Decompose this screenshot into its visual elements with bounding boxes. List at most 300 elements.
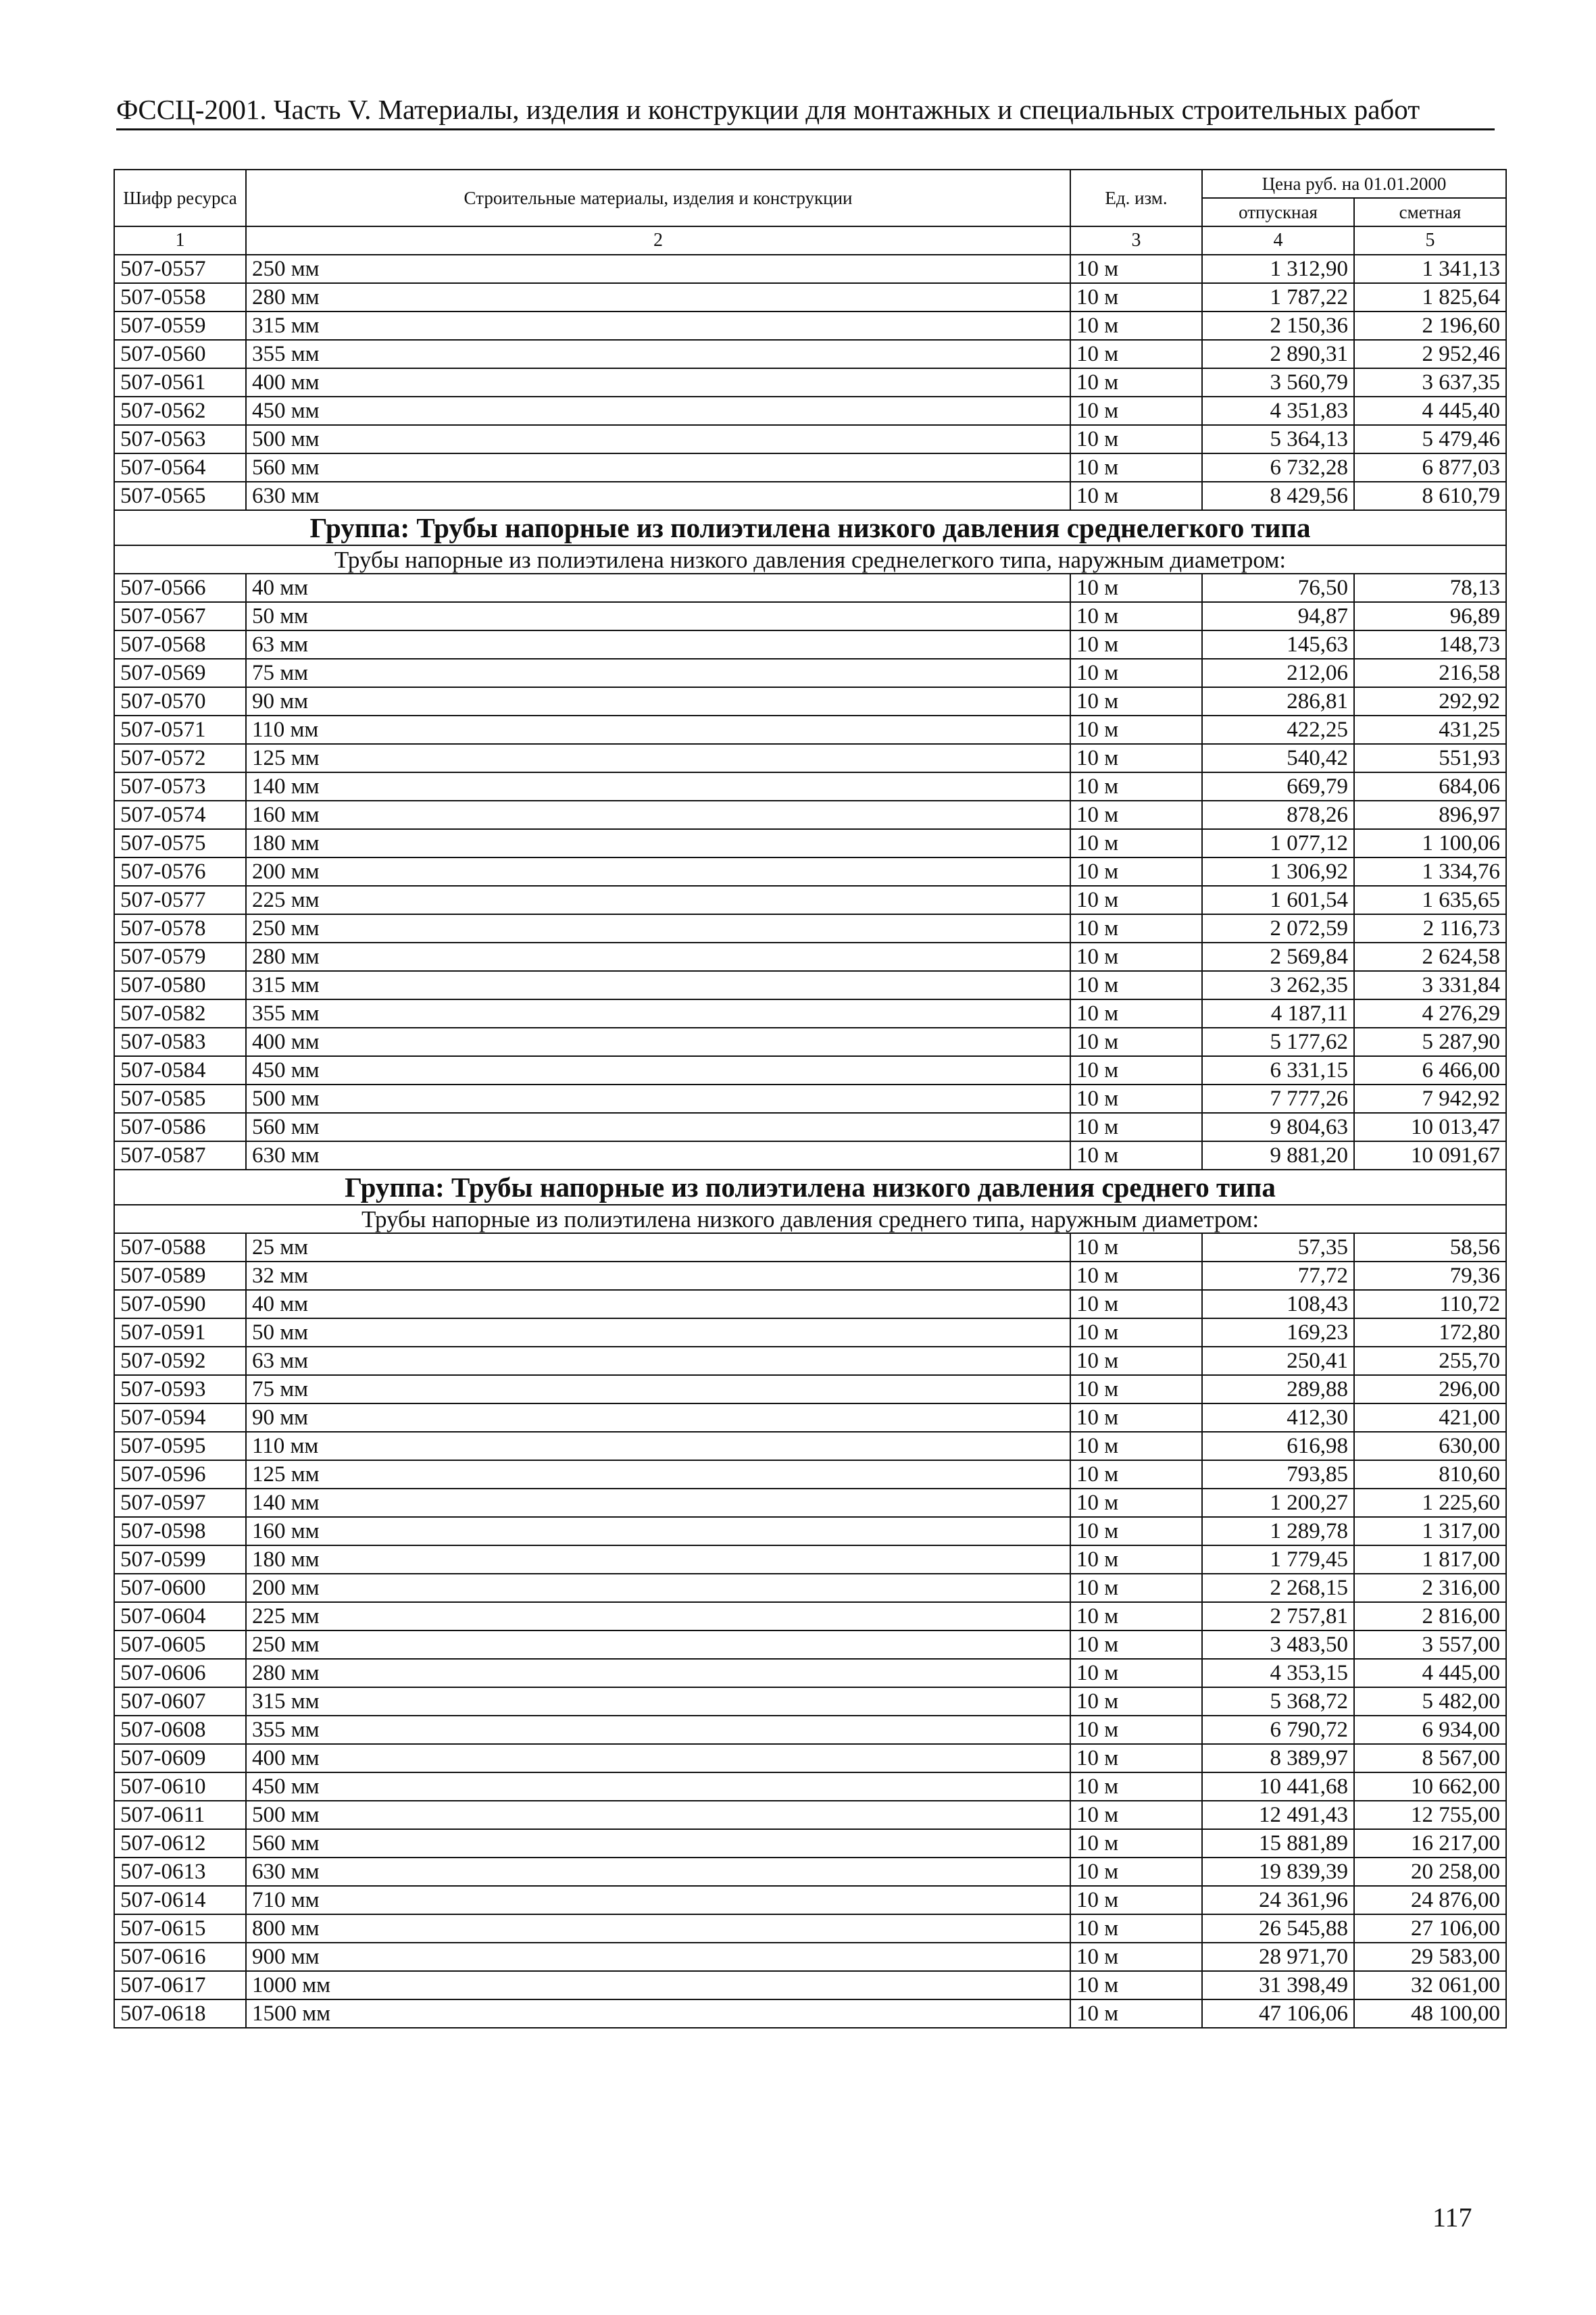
table-row — [114, 1347, 1506, 1375]
material-name: 225 мм — [246, 886, 1070, 914]
unit: 10 м — [1070, 1829, 1202, 1858]
unit: 10 м — [1070, 1744, 1202, 1772]
resource-code: 507-0583 — [114, 1028, 246, 1056]
header-rule — [116, 128, 1495, 130]
price-estimate: 1 100,06 — [1354, 829, 1506, 857]
table-row — [114, 425, 1506, 453]
price-estimate: 5 287,90 — [1354, 1028, 1506, 1056]
table-row — [114, 687, 1506, 716]
unit: 10 м — [1070, 1772, 1202, 1801]
resource-code: 507-0580 — [114, 971, 246, 999]
table-row — [114, 1574, 1506, 1602]
price-release: 9 881,20 — [1202, 1141, 1354, 1170]
price-estimate: 6 877,03 — [1354, 453, 1506, 482]
unit: 10 м — [1070, 1056, 1202, 1085]
resource-code: 507-0563 — [114, 425, 246, 453]
table-row — [114, 1971, 1506, 1999]
resource-code: 507-0615 — [114, 1914, 246, 1943]
material-name: 250 мм — [246, 255, 1070, 283]
table-row — [114, 574, 1506, 602]
price-release: 2 569,84 — [1202, 943, 1354, 971]
unit: 10 м — [1070, 1085, 1202, 1113]
material-name: 630 мм — [246, 1141, 1070, 1170]
price-release: 3 483,50 — [1202, 1631, 1354, 1659]
resource-code: 507-0587 — [114, 1141, 246, 1170]
price-release: 412,30 — [1202, 1403, 1354, 1432]
price-release: 540,42 — [1202, 744, 1354, 772]
table-row — [114, 857, 1506, 886]
resource-code: 507-0565 — [114, 482, 246, 510]
price-estimate: 2 196,60 — [1354, 312, 1506, 340]
group2-heading — [114, 1170, 1506, 1233]
unit: 10 м — [1070, 453, 1202, 482]
price-release: 57,35 — [1202, 1233, 1354, 1262]
unit: 10 м — [1070, 1716, 1202, 1744]
price-release: 3 560,79 — [1202, 368, 1354, 397]
material-name: 500 мм — [246, 1801, 1070, 1829]
price-estimate: 1 635,65 — [1354, 886, 1506, 914]
table-row — [114, 482, 1506, 510]
unit: 10 м — [1070, 1999, 1202, 2028]
price-estimate: 4 276,29 — [1354, 999, 1506, 1028]
unit: 10 м — [1070, 1943, 1202, 1971]
material-name: 75 мм — [246, 1375, 1070, 1403]
material-name: 63 мм — [246, 630, 1070, 659]
price-estimate: 296,00 — [1354, 1375, 1506, 1403]
resource-code: 507-0597 — [114, 1489, 246, 1517]
price-estimate: 1 341,13 — [1354, 255, 1506, 283]
table-row — [114, 283, 1506, 312]
price-estimate: 10 091,67 — [1354, 1141, 1506, 1170]
table-row — [114, 1113, 1506, 1141]
price-estimate: 10 662,00 — [1354, 1772, 1506, 1801]
resource-code: 507-0609 — [114, 1744, 246, 1772]
price-estimate: 255,70 — [1354, 1347, 1506, 1375]
price-estimate: 551,93 — [1354, 744, 1506, 772]
resource-code: 507-0571 — [114, 716, 246, 744]
table-row — [114, 716, 1506, 744]
material-name: 900 мм — [246, 1943, 1070, 1971]
price-table — [114, 169, 1507, 2028]
resource-code: 507-0589 — [114, 1262, 246, 1290]
table-row — [114, 971, 1506, 999]
unit: 10 м — [1070, 687, 1202, 716]
resource-code: 507-0598 — [114, 1517, 246, 1545]
resource-code: 507-0568 — [114, 630, 246, 659]
resource-code: 507-0576 — [114, 857, 246, 886]
material-name: 180 мм — [246, 1545, 1070, 1574]
price-release: 31 398,49 — [1202, 1971, 1354, 1999]
material-name: 560 мм — [246, 1829, 1070, 1858]
material-name: 1500 мм — [246, 1999, 1070, 2028]
resource-code: 507-0592 — [114, 1347, 246, 1375]
table-row — [114, 1233, 1506, 1262]
resource-code: 507-0578 — [114, 914, 246, 943]
material-name: 315 мм — [246, 971, 1070, 999]
column-number: 5 — [1354, 226, 1506, 255]
resource-code: 507-0613 — [114, 1858, 246, 1886]
unit: 10 м — [1070, 283, 1202, 312]
table-row — [114, 1716, 1506, 1744]
unit: 10 м — [1070, 1886, 1202, 1914]
price-release: 7 777,26 — [1202, 1085, 1354, 1113]
price-release: 2 072,59 — [1202, 914, 1354, 943]
rows-group1 — [114, 574, 1506, 1170]
table-row — [114, 602, 1506, 630]
price-estimate: 6 466,00 — [1354, 1056, 1506, 1085]
unit: 10 м — [1070, 1347, 1202, 1375]
resource-code: 507-0557 — [114, 255, 246, 283]
resource-code: 507-0572 — [114, 744, 246, 772]
resource-code: 507-0575 — [114, 829, 246, 857]
header-price-release: отпускная — [1202, 198, 1354, 226]
material-name: 200 мм — [246, 857, 1070, 886]
material-name: 125 мм — [246, 1460, 1070, 1489]
material-name: 90 мм — [246, 1403, 1070, 1432]
table-row — [114, 1801, 1506, 1829]
table-row — [114, 1631, 1506, 1659]
material-name: 500 мм — [246, 1085, 1070, 1113]
price-release: 10 441,68 — [1202, 1772, 1354, 1801]
material-name: 280 мм — [246, 283, 1070, 312]
price-release: 1 306,92 — [1202, 857, 1354, 886]
unit: 10 м — [1070, 772, 1202, 801]
unit: 10 м — [1070, 1141, 1202, 1170]
resource-code: 507-0559 — [114, 312, 246, 340]
price-estimate: 896,97 — [1354, 801, 1506, 829]
unit: 10 м — [1070, 368, 1202, 397]
unit: 10 м — [1070, 1517, 1202, 1545]
price-release: 1 200,27 — [1202, 1489, 1354, 1517]
table-row — [114, 829, 1506, 857]
table-row — [114, 1858, 1506, 1886]
price-release: 6 790,72 — [1202, 1716, 1354, 1744]
material-name: 315 мм — [246, 1687, 1070, 1716]
price-estimate: 8 610,79 — [1354, 482, 1506, 510]
material-name: 140 мм — [246, 772, 1070, 801]
unit: 10 м — [1070, 482, 1202, 510]
price-estimate: 421,00 — [1354, 1403, 1506, 1432]
resource-code: 507-0600 — [114, 1574, 246, 1602]
price-estimate: 1 817,00 — [1354, 1545, 1506, 1574]
table-row — [114, 1914, 1506, 1943]
resource-code: 507-0593 — [114, 1375, 246, 1403]
price-estimate: 684,06 — [1354, 772, 1506, 801]
resource-code: 507-0582 — [114, 999, 246, 1028]
table-row — [114, 1085, 1506, 1113]
resource-code: 507-0573 — [114, 772, 246, 801]
unit: 10 м — [1070, 829, 1202, 857]
unit: 10 м — [1070, 659, 1202, 687]
price-estimate: 48 100,00 — [1354, 1999, 1506, 2028]
price-release: 28 971,70 — [1202, 1943, 1354, 1971]
resource-code: 507-0585 — [114, 1085, 246, 1113]
resource-code: 507-0561 — [114, 368, 246, 397]
material-name: 110 мм — [246, 1432, 1070, 1460]
group-subtitle: Трубы напорные из полиэтилена низкого давления среднего типа, наружным диаметром: — [114, 1205, 1506, 1233]
table-row — [114, 1375, 1506, 1403]
price-release: 1 779,45 — [1202, 1545, 1354, 1574]
price-estimate: 431,25 — [1354, 716, 1506, 744]
table-row — [114, 1602, 1506, 1631]
table-row — [114, 1999, 1506, 2028]
price-estimate: 16 217,00 — [1354, 1829, 1506, 1858]
rows-top — [114, 255, 1506, 510]
price-release: 15 881,89 — [1202, 1829, 1354, 1858]
table-row — [114, 368, 1506, 397]
price-estimate: 292,92 — [1354, 687, 1506, 716]
price-release: 1 289,78 — [1202, 1517, 1354, 1545]
unit: 10 м — [1070, 1028, 1202, 1056]
price-estimate: 8 567,00 — [1354, 1744, 1506, 1772]
resource-code: 507-0591 — [114, 1318, 246, 1347]
resource-code: 507-0614 — [114, 1886, 246, 1914]
unit: 10 м — [1070, 1432, 1202, 1460]
price-release: 47 106,06 — [1202, 1999, 1354, 2028]
resource-code: 507-0588 — [114, 1233, 246, 1262]
material-name: 280 мм — [246, 1659, 1070, 1687]
column-number-row — [114, 226, 1506, 255]
table-row — [114, 914, 1506, 943]
unit: 10 м — [1070, 886, 1202, 914]
unit: 10 м — [1070, 630, 1202, 659]
resource-code: 507-0617 — [114, 1971, 246, 1999]
resource-code: 507-0558 — [114, 283, 246, 312]
resource-code: 507-0599 — [114, 1545, 246, 1574]
unit: 10 м — [1070, 1403, 1202, 1432]
unit: 10 м — [1070, 1602, 1202, 1631]
price-estimate: 2 816,00 — [1354, 1602, 1506, 1631]
material-name: 140 мм — [246, 1489, 1070, 1517]
resource-code: 507-0560 — [114, 340, 246, 368]
material-name: 355 мм — [246, 1716, 1070, 1744]
price-release: 24 361,96 — [1202, 1886, 1354, 1914]
resource-code: 507-0611 — [114, 1801, 246, 1829]
material-name: 560 мм — [246, 453, 1070, 482]
unit: 10 м — [1070, 744, 1202, 772]
unit: 10 м — [1070, 914, 1202, 943]
price-release: 616,98 — [1202, 1432, 1354, 1460]
price-release: 76,50 — [1202, 574, 1354, 602]
price-release: 2 150,36 — [1202, 312, 1354, 340]
column-number: 2 — [246, 226, 1070, 255]
price-release: 212,06 — [1202, 659, 1354, 687]
price-release: 8 429,56 — [1202, 482, 1354, 510]
table-row — [114, 801, 1506, 829]
price-release: 669,79 — [1202, 772, 1354, 801]
resource-code: 507-0590 — [114, 1290, 246, 1318]
column-number: 1 — [114, 226, 246, 255]
material-name: 315 мм — [246, 312, 1070, 340]
price-estimate: 172,80 — [1354, 1318, 1506, 1347]
material-name: 225 мм — [246, 1602, 1070, 1631]
unit: 10 м — [1070, 1914, 1202, 1943]
material-name: 800 мм — [246, 1914, 1070, 1943]
table-row — [114, 943, 1506, 971]
header-code: Шифр ресурса — [114, 170, 246, 226]
price-estimate: 3 557,00 — [1354, 1631, 1506, 1659]
price-release: 250,41 — [1202, 1347, 1354, 1375]
price-estimate: 1 317,00 — [1354, 1517, 1506, 1545]
resource-code: 507-0594 — [114, 1403, 246, 1432]
resource-code: 507-0616 — [114, 1943, 246, 1971]
resource-code: 507-0605 — [114, 1631, 246, 1659]
unit: 10 м — [1070, 857, 1202, 886]
table-row — [114, 453, 1506, 482]
resource-code: 507-0586 — [114, 1113, 246, 1141]
price-estimate: 630,00 — [1354, 1432, 1506, 1460]
group-title: Группа: Трубы напорные из полиэтилена низкого давления среднелегкого типа — [114, 510, 1506, 545]
material-name: 250 мм — [246, 1631, 1070, 1659]
table-row — [114, 999, 1506, 1028]
price-release: 6 732,28 — [1202, 453, 1354, 482]
table-row — [114, 1262, 1506, 1290]
price-estimate: 4 445,00 — [1354, 1659, 1506, 1687]
price-release: 1 787,22 — [1202, 283, 1354, 312]
table-row — [114, 1290, 1506, 1318]
table-row — [114, 255, 1506, 283]
unit: 10 м — [1070, 971, 1202, 999]
unit: 10 м — [1070, 1631, 1202, 1659]
unit: 10 м — [1070, 397, 1202, 425]
unit: 10 м — [1070, 1545, 1202, 1574]
material-name: 200 мм — [246, 1574, 1070, 1602]
unit: 10 м — [1070, 574, 1202, 602]
material-name: 400 мм — [246, 1028, 1070, 1056]
table-row — [114, 1318, 1506, 1347]
material-name: 75 мм — [246, 659, 1070, 687]
material-name: 710 мм — [246, 1886, 1070, 1914]
resource-code: 507-0574 — [114, 801, 246, 829]
unit: 10 м — [1070, 340, 1202, 368]
price-release: 108,43 — [1202, 1290, 1354, 1318]
price-estimate: 3 637,35 — [1354, 368, 1506, 397]
price-estimate: 78,13 — [1354, 574, 1506, 602]
material-name: 40 мм — [246, 574, 1070, 602]
price-release: 4 187,11 — [1202, 999, 1354, 1028]
price-estimate: 58,56 — [1354, 1233, 1506, 1262]
resource-code: 507-0604 — [114, 1602, 246, 1631]
price-estimate: 27 106,00 — [1354, 1914, 1506, 1943]
unit: 10 м — [1070, 425, 1202, 453]
unit: 10 м — [1070, 999, 1202, 1028]
table-row — [114, 886, 1506, 914]
unit: 10 м — [1070, 1113, 1202, 1141]
material-name: 1000 мм — [246, 1971, 1070, 1999]
material-name: 355 мм — [246, 340, 1070, 368]
unit: 10 м — [1070, 943, 1202, 971]
material-name: 560 мм — [246, 1113, 1070, 1141]
price-estimate: 29 583,00 — [1354, 1943, 1506, 1971]
price-release: 4 351,83 — [1202, 397, 1354, 425]
material-name: 450 мм — [246, 1772, 1070, 1801]
price-release: 286,81 — [1202, 687, 1354, 716]
unit: 10 м — [1070, 1375, 1202, 1403]
unit: 10 м — [1070, 1858, 1202, 1886]
resource-code: 507-0562 — [114, 397, 246, 425]
unit: 10 м — [1070, 312, 1202, 340]
price-estimate: 12 755,00 — [1354, 1801, 1506, 1829]
column-number: 3 — [1070, 226, 1202, 255]
material-name: 355 мм — [246, 999, 1070, 1028]
resource-code: 507-0610 — [114, 1772, 246, 1801]
material-name: 630 мм — [246, 482, 1070, 510]
table-row — [114, 312, 1506, 340]
material-name: 110 мм — [246, 716, 1070, 744]
resource-code: 507-0618 — [114, 1999, 246, 2028]
price-estimate: 2 316,00 — [1354, 1574, 1506, 1602]
price-estimate: 7 942,92 — [1354, 1085, 1506, 1113]
group1-heading — [114, 510, 1506, 574]
page-header: ФССЦ-2001. Часть V. Материалы, изделия и конструкции для монтажных и специальных строительных работ — [116, 94, 1420, 125]
price-release: 9 804,63 — [1202, 1113, 1354, 1141]
material-name: 63 мм — [246, 1347, 1070, 1375]
material-name: 50 мм — [246, 602, 1070, 630]
price-release: 422,25 — [1202, 716, 1354, 744]
price-estimate: 810,60 — [1354, 1460, 1506, 1489]
header-name: Строительные материалы, изделия и конструкции — [246, 170, 1070, 226]
column-number: 4 — [1202, 226, 1354, 255]
table-row — [114, 1460, 1506, 1489]
group-subtitle: Трубы напорные из полиэтилена низкого давления среднелегкого типа, наружным диаметром: — [114, 545, 1506, 574]
price-estimate: 20 258,00 — [1354, 1858, 1506, 1886]
resource-code: 507-0564 — [114, 453, 246, 482]
price-release: 878,26 — [1202, 801, 1354, 829]
price-release: 289,88 — [1202, 1375, 1354, 1403]
table-row — [114, 1545, 1506, 1574]
price-release: 77,72 — [1202, 1262, 1354, 1290]
price-estimate: 216,58 — [1354, 659, 1506, 687]
material-name: 32 мм — [246, 1262, 1070, 1290]
unit: 10 м — [1070, 1262, 1202, 1290]
table-row — [114, 1744, 1506, 1772]
resource-code: 507-0569 — [114, 659, 246, 687]
unit: 10 м — [1070, 602, 1202, 630]
table-row — [114, 1829, 1506, 1858]
price-release: 26 545,88 — [1202, 1914, 1354, 1943]
price-estimate: 3 331,84 — [1354, 971, 1506, 999]
price-release: 1 601,54 — [1202, 886, 1354, 914]
header-unit: Ед. изм. — [1070, 170, 1202, 226]
table-row — [114, 1772, 1506, 1801]
price-release: 1 077,12 — [1202, 829, 1354, 857]
price-release: 5 177,62 — [1202, 1028, 1354, 1056]
price-release: 5 368,72 — [1202, 1687, 1354, 1716]
table-row — [114, 630, 1506, 659]
price-estimate: 32 061,00 — [1354, 1971, 1506, 1999]
header-price: Цена руб. на 01.01.2000 — [1202, 170, 1506, 198]
table-row — [114, 340, 1506, 368]
price-release: 2 890,31 — [1202, 340, 1354, 368]
resource-code: 507-0612 — [114, 1829, 246, 1858]
group-title: Группа: Трубы напорные из полиэтилена низкого давления среднего типа — [114, 1170, 1506, 1205]
price-estimate: 4 445,40 — [1354, 397, 1506, 425]
table-row — [114, 1141, 1506, 1170]
price-estimate: 79,36 — [1354, 1262, 1506, 1290]
table-row — [114, 1687, 1506, 1716]
material-name: 500 мм — [246, 425, 1070, 453]
price-estimate: 5 482,00 — [1354, 1687, 1506, 1716]
price-estimate: 96,89 — [1354, 602, 1506, 630]
material-name: 50 мм — [246, 1318, 1070, 1347]
resource-code: 507-0596 — [114, 1460, 246, 1489]
table-row — [114, 1886, 1506, 1914]
price-release: 8 389,97 — [1202, 1744, 1354, 1772]
price-release: 793,85 — [1202, 1460, 1354, 1489]
price-estimate: 110,72 — [1354, 1290, 1506, 1318]
price-estimate: 148,73 — [1354, 630, 1506, 659]
price-release: 12 491,43 — [1202, 1801, 1354, 1829]
